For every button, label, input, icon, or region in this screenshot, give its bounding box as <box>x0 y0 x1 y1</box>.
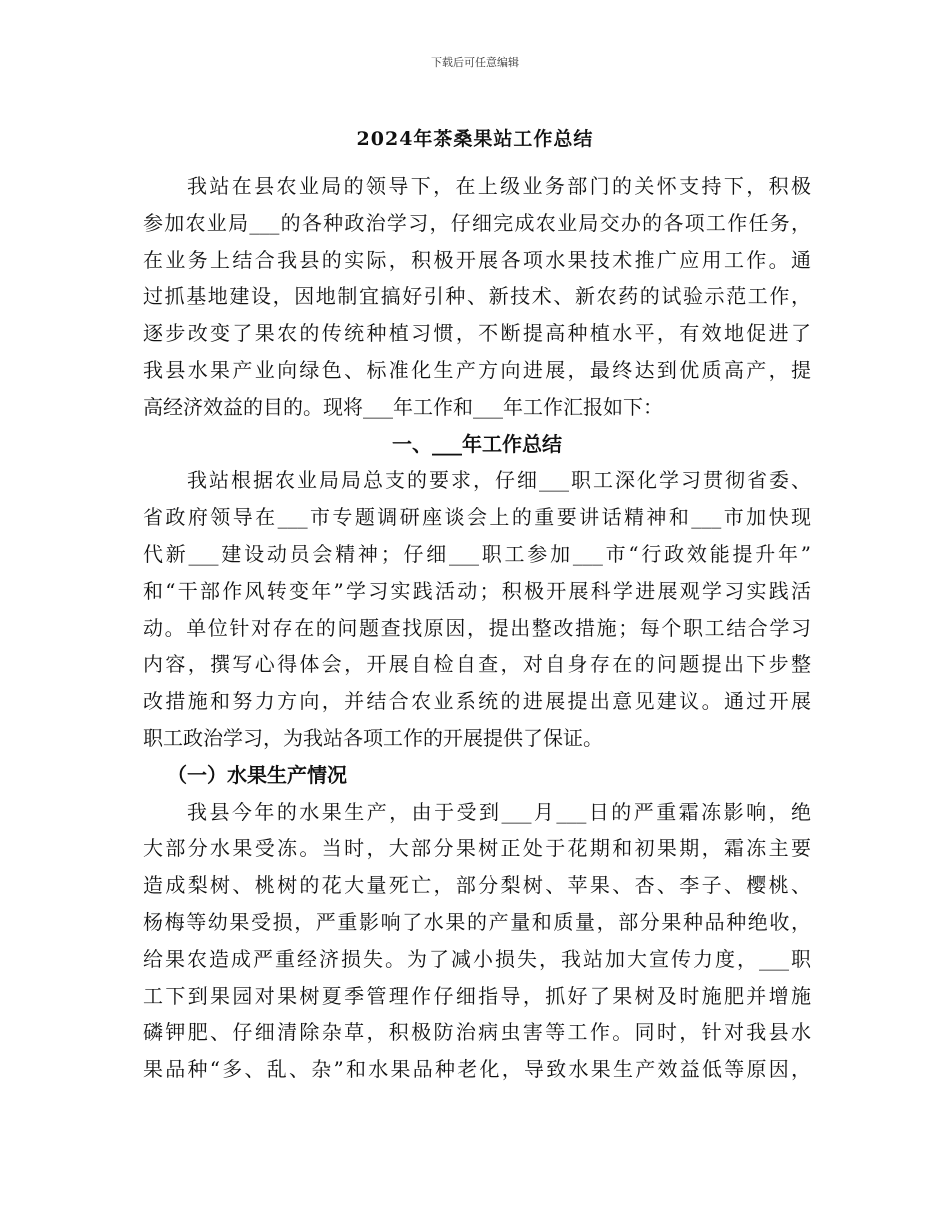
document-title: 2024年茶桑果站工作总结 <box>356 128 594 150</box>
paragraph-line: 动。单位针对存在的问题查找原因，提出整改措施；每个职工结合学习 <box>143 615 811 640</box>
header-note: 下载后可任意编辑 <box>431 56 519 69</box>
paragraph-line: 改措施和努力方向，并结合农业系统的进展提出意见建议。通过开展 <box>143 689 811 714</box>
paragraph-line: 我县今年的水果生产，由于受到___月___日的严重霜冻影响，绝 <box>187 799 811 824</box>
paragraph-line: 果品种“多、乱、杂”和水果品种老化，导致水果生产效益低等原因， <box>143 1057 811 1082</box>
paragraph-line: 职工政治学习，为我站各项工作的开展提供了保证。 <box>143 725 603 750</box>
section-heading: 一、___年工作总结 <box>392 431 562 456</box>
paragraph-line: 在业务上结合我县的实际，积极开展各项水果技术推广应用工作。通 <box>143 247 811 272</box>
body-text <box>143 168 811 1088</box>
paragraph-line: 内容，撰写心得体会，开展自检自查，对自身存在的问题提出下步整 <box>143 652 811 677</box>
paragraph-line: 工下到果园对果树夏季管理作仔细指导，抓好了果树及时施肥并增施 <box>143 983 811 1008</box>
paragraph-line: 我县水果产业向绿色、标准化生产方向进展，最终达到优质高产，提 <box>143 357 811 382</box>
paragraph-line: 过抓基地建设，因地制宜搞好引种、新技术、新农药的试验示范工作， <box>143 284 811 309</box>
paragraph-line: 省政府领导在___市专题调研座谈会上的重要讲话精神和___市加快现 <box>143 505 811 530</box>
paragraph-line: 逐步改变了果农的传统种植习惯，不断提高种植水平，有效地促进了 <box>143 321 811 346</box>
paragraph-line: 杨梅等幼果受损，严重影响了水果的产量和质量，部分果种品种绝收， <box>143 909 811 934</box>
paragraph-line: 高经济效益的目的。现将___年工作和___年工作汇报如下： <box>143 394 663 419</box>
paragraph-line: 造成梨树、桃树的花大量死亡，部分梨树、苹果、杏、李子、樱桃、 <box>143 873 811 898</box>
paragraph-line: 磷钾肥、仔细清除杂草，积极防治病虫害等工作。同时，针对我县水 <box>143 1020 811 1045</box>
paragraph-line: 参加农业局___的各种政治学习，仔细完成农业局交办的各项工作任务， <box>143 210 811 235</box>
subsection-heading: （一）水果生产情况 <box>167 762 347 787</box>
paragraph-line: 代新___建设动员会精神；仔细___职工参加___市“行政效能提升年” <box>143 541 811 566</box>
paragraph-line: 我站根据农业局局总支的要求，仔细___职工深化学习贯彻省委、 <box>187 468 811 493</box>
paragraph-line: 给果农造成严重经济损失。为了减小损失，我站加大宣传力度，___职 <box>143 946 811 971</box>
paragraph-line: 大部分水果受冻。当时，大部分果树正处于花期和初果期，霜冻主要 <box>143 836 811 861</box>
paragraph-line: 我站在县农业局的领导下，在上级业务部门的关怀支持下，积极 <box>187 174 811 198</box>
paragraph-line: 和“干部作风转变年”学习实践活动；积极开展科学进展观学习实践活 <box>143 578 811 603</box>
